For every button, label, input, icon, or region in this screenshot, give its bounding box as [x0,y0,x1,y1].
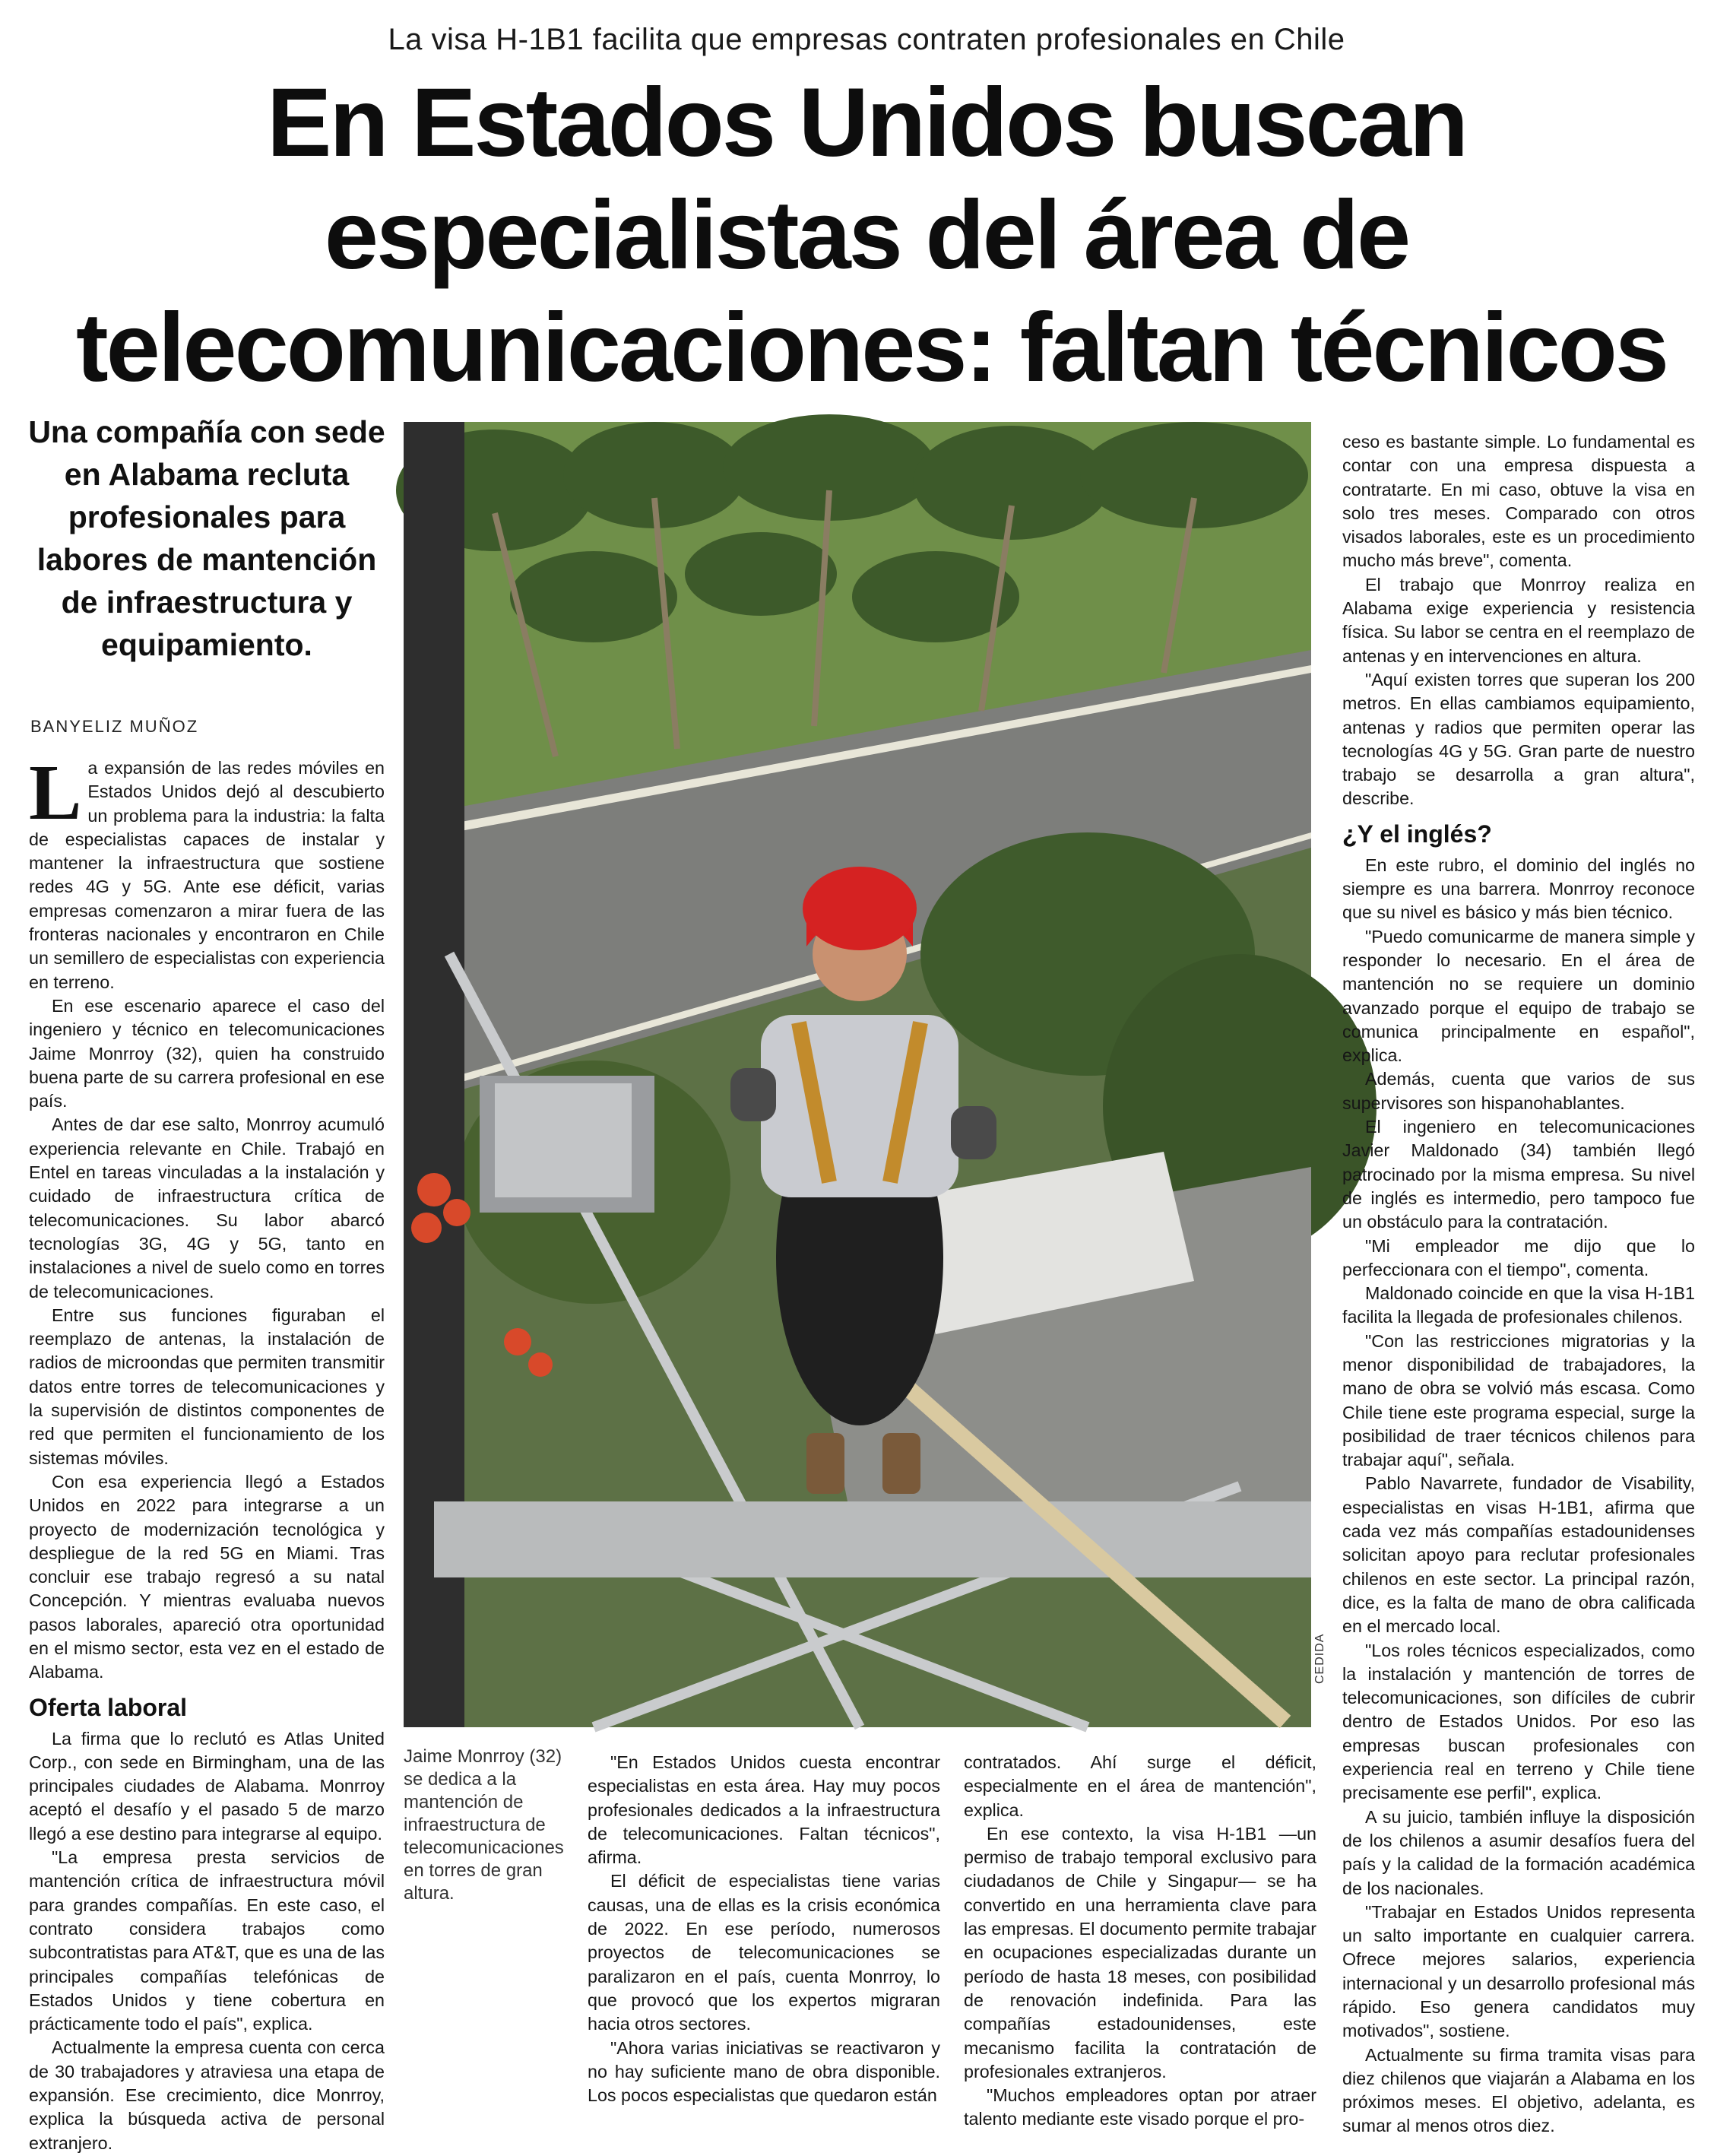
paragraph: "Aquí existen torres que superan los 200 metros. En ellas cambiamos equipamiento, antenas y radios que permiten operar las tecnologías 4G y 5G. Gran parte de nuestro trabajo se desarrolla a gran altura", describe. [1342,669,1695,809]
article-column-1 [29,749,385,2153]
headline-line-1: En Estados Unidos buscan [266,68,1467,177]
paragraph-text: a expansión de las redes móviles en Estados Unidos dejó al descubierto un problema para la industria: la falta de especialistas capaces de instalar y mantener la infraestructura que sostiene redes 4G y 5G. Ante ese déficit, varias empresas comenzaron a mirar fuera de las fronteras nacionales y encontraron en Chile un semillero de especialistas con experiencia en terreno. [29,758,385,992]
paragraph: Pablo Navarrete, fundador de Visability, especialistas en visas H-1B1, afirma que cada vez más compañías estadounidenses solicitan apoyo para reclutar profesionales chilenos en este sector. La principal razón, dice, es la falta de mano de obra calificada en el mercado local. [1342,1473,1695,1637]
paragraph: Actualmente su firma tramita visas para diez chilenos que viajarán a Alabama en los próximos meses. El objetivo, adelanta, es sumar al menos otros diez. [1342,2044,1695,2136]
paragraph: Maldonado coincide en que la visa H-1B1 facilita la llegada de profesionales chilenos. [1342,1283,1695,1327]
paragraph: "Mi empleador me dijo que lo perfeccionara con el tiempo", comenta. [1342,1235,1695,1279]
paragraph: Con esa experiencia llegó a Estados Unidos en 2022 para integrarse a un proyecto de modernización tecnológica y despliegue de la red 5G en Miami. Tras concluir ese trabajo regresó a su natal Concepción. Y mientras evaluaba nuevos pasos laborales, apareció otra oportunidad en el mismo sector, esta vez en el estado de Alabama. [29,1471,385,1682]
paragraph: En ese contexto, la visa H-1B1 —un permiso de trabajo temporal exclusivo para ciudadanos de Chile y Singapur— se ha convertido en una herramienta clave para las empresas. El documento permite trabajar en ocupaciones especializadas durante un período de hasta 18 meses, con posibilidad de renovación indefinida. Para las compañías estadounidenses, este mecanismo facilita la contratación de profesionales extranjeros. [964,1823,1316,2081]
section-heading-ingles: ¿Y el inglés? [1342,820,1492,848]
paragraph: "Muchos empleadores optan por atraer talento mediante este visado porque el pro- [964,2085,1316,2129]
paragraph: "Con las restricciones migratorias y la menor disponibilidad de trabajadores, la mano de obra se volvió más escasa. Como Chile tiene este programa especial, surge la posibilidad de traer técnicos chilenos para trabajar aquí", señala. [1342,1330,1695,1470]
headline-line-3: telecomunicaciones: faltan técnicos [76,293,1667,402]
paragraph: El trabajo que Monrroy realiza en Alabama exige experiencia y resistencia física. Su labor se centra en el reemplazo de antenas y en intervenciones en altura. [1342,574,1695,666]
headline-line-2: especialistas del área de [324,181,1409,290]
photo-caption: Jaime Monrroy (32) se dedica a la mantención de infraestructura de telecomunicaciones en torres de gran altura. [404,1746,564,1904]
section-heading-oferta: Oferta laboral [29,1693,188,1721]
paragraph: El déficit de especialistas tiene varias causas, una de ellas es la crisis económica de 2022. En ese período, numerosos proyectos de telecomunicaciones se paralizaron en el país, cuenta Monrroy, lo que provocó que los expertos migraran hacia otros sectores. [588,1871,940,2034]
article-photo [404,422,1311,1727]
paragraph: Entre sus funciones figuraban el reemplazo de antenas, la instalación de radios de microondas que permiten transmitir datos entre torres de telecomunicaciones y la supervisión de distintos componentes de red que permiten el funcionamiento de los sistemas móviles. [29,1305,385,1468]
paragraph: En este rubro, el dominio del inglés no siempre es una barrera. Monrroy reconoce que su nivel es básico y más bien técnico. [1342,854,1695,923]
paragraph: A su juicio, también influye la disposición de los chilenos a asumir desafíos fuera del país y la calidad de la formación académica de los nacionales. [1342,1806,1695,1898]
paragraph: "La empresa presta servicios de mantención crítica de infraestructura móvil para grandes compañías. En este caso, el contrato considera trabajos como subcontratistas para AT&T, que es una de las principales compañías telefónicas de Estados Unidos y tiene cobertura en prácticamente todo el país", explica. [29,1847,385,2034]
article-column-2 [588,1751,940,2123]
photo-credit: CEDIDA [1313,1633,1326,1684]
paragraph: Antes de dar ese salto, Monrroy acumuló experiencia relevante en Chile. Trabajó en Entel en tareas vinculadas a la instalación y cuidado de infraestructura crítica de telecomunicaciones. Su labor abarcó tecnologías 3G, 4G y 5G, tanto en instalaciones a nivel de suelo como en torres de telecomunicaciones. [29,1114,385,1302]
paragraph: En ese escenario aparece el caso del ingeniero y técnico en telecomunicaciones Jaime Monrroy (32), quien ha construido buena parte de su carrera profesional en ese país. [29,995,385,1111]
paragraph: "En Estados Unidos cuesta encontrar especialistas en esta área. Hay muy pocos profesionales dedicados a la infraestructura de telecomunicaciones. Faltan técnicos", afirma. [588,1752,940,1868]
paragraph: "Ahora varias iniciativas se reactivaron y no hay suficiente mano de obra disponible. Los pocos especialistas que quedaron están [588,2037,940,2106]
article-column-4 [1342,430,1695,2136]
article-column-3 [964,1751,1316,2129]
paragraph: La firma que lo reclutó es Atlas United Corp., con sede en Birmingham, una de las principales ciudades de Alabama. Monrroy aceptó el desafío y el pasado 5 de marzo llegó a ese destino para integrarse al equipo. [29,1728,385,1844]
paragraph: "Trabajar en Estados Unidos representa un salto importante en cualquier carrera. Ofrece mejores salarios, experiencia internacional y un desarrollo profesional más rápido. Eso genera candidatos muy motivados", sostiene. [1342,1901,1695,2041]
subhead: Una compañía con sede en Alabama recluta profesionales para labores de mantención de infraestructura y equipamiento. [28,414,385,662]
drop-cap: L [29,749,82,836]
paragraph: El ingeniero en telecomunicaciones Javier Maldonado (34) también llegó patrocinado por la misma empresa. Su nivel de inglés es intermedio, pero tampoco fue un obstáculo para la contratación. [1342,1117,1695,1232]
paragraph: "Puedo comunicarme de manera simple y responder lo necesario. En el área de mantención no se requiere un dominio avanzado porque el equipo de trabajo se comunica principalmente en español", explica. [1342,926,1695,1066]
paragraph: Actualmente la empresa cuenta con cerca de 30 trabajadores y atraviesa una etapa de expansión. Ese crecimiento, dice Monrroy, explica la búsqueda activa de personal extranjero. [29,2037,385,2153]
paragraph [29,749,385,994]
paragraph: "Los roles técnicos especializados, como la instalación y mantención de torres de telecomunicaciones, son difíciles de cubrir dentro de Estados Unidos. Por eso las empresas buscan profesionales con experiencia real en terreno y Chile tiene precisamente ese perfil", explica. [1342,1640,1695,1803]
byline: BANYELIZ MUÑOZ [30,717,199,736]
kicker: La visa H-1B1 facilita que empresas contraten profesionales en Chile [388,23,1345,56]
headline [76,67,1667,404]
paragraph: contratados. Ahí surge el déficit, especialmente en el área de mantención", explica. [964,1752,1316,1820]
paragraph: Además, cuenta que varios de sus supervisores son hispanohablantes. [1342,1069,1695,1113]
paragraph: ceso es bastante simple. Lo fundamental es contar con una empresa dispuesta a contratarte. En mi caso, obtuve la visa en solo tres meses. Comparado con otros visados laborales, este es un procedimiento mucho más breve", comenta. [1342,432,1695,571]
